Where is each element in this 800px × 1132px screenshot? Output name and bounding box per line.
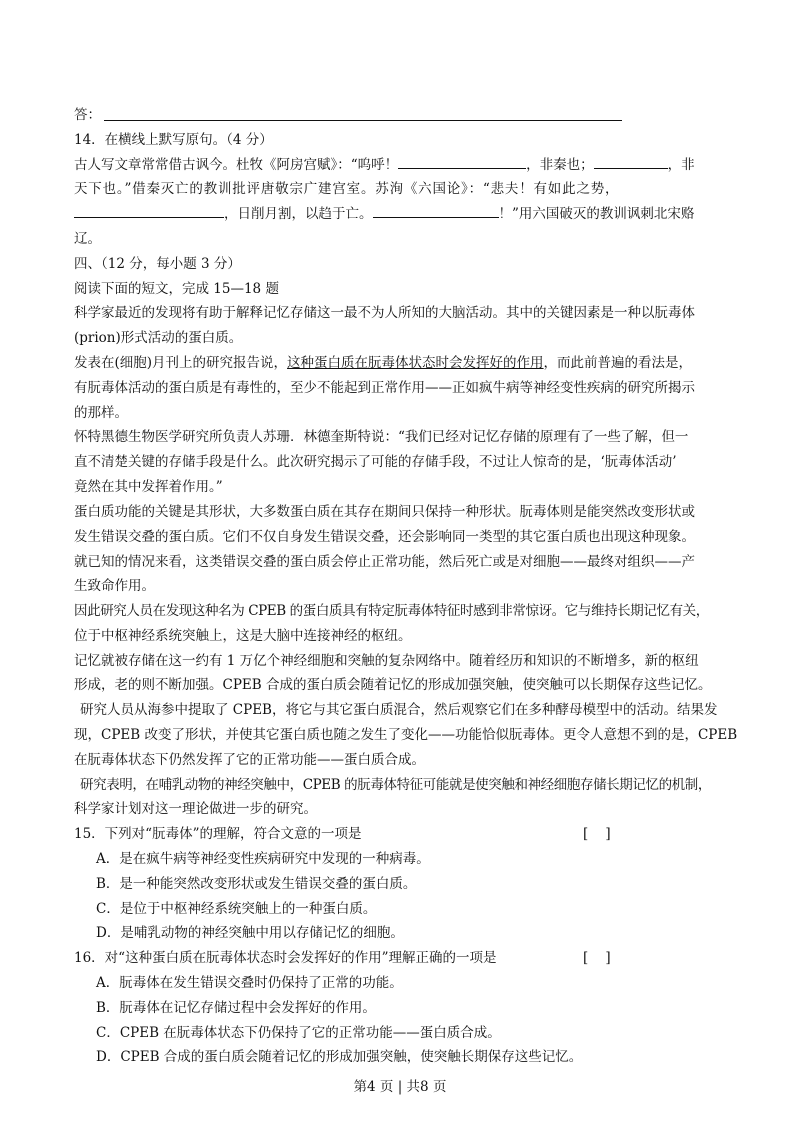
- passage-line: 直不清楚关键的存储手段是什么。此次研究揭示了可能的存储手段，不过让人惊奇的是，‘朊毒体活动’: [74, 454, 677, 470]
- passage-line: 怀特黑德生物医学研究所负责人苏珊．林德奎斯特说：“我们已经对记忆存储的原理有了一些了解，但一: [74, 429, 689, 445]
- passage-line: 发生错误交叠的蛋白质。它们不仅自身发生错误交叠，还会影响同一类型的其它蛋白质也出现这种现象。: [74, 529, 695, 545]
- passage-line: 科学家计划对这一理论做进一步的研究。: [74, 801, 317, 817]
- answer-blank-line[interactable]: [104, 120, 622, 121]
- q16-option-a: A．朊毒体在发生错误交叠时仍保持了正常的功能。: [96, 975, 403, 991]
- page-footer: 第4 页 | 共8 页: [353, 1079, 447, 1095]
- section-title: 四、（12 分，每小题 3 分）: [74, 256, 241, 272]
- passage-line: (prion)形式活动的蛋白质。: [74, 330, 243, 346]
- passage-text: ，而此前普遍的看法是，: [543, 355, 693, 371]
- passage-text: 发表在(细胞)月刊上的研究报告说，: [74, 355, 288, 371]
- passage-line: 就已知的情况来看，这类错误交叠的蛋白质会停止正常功能，然后死亡或是对细胞——最终对组织——产: [74, 554, 695, 570]
- q14-text: 古人写文章常常借古讽今。杜牧《阿房宫赋》：“呜呼！: [74, 157, 399, 173]
- section-instruction: 阅读下面的短文，完成 15—18 题: [74, 281, 279, 297]
- q14-text: ，日削月割，以趋于亡。: [224, 206, 373, 222]
- passage-line: 研究表明，在哺乳动物的神经突触中，CPEB 的朊毒体特征可能就是使突触和神经细胞存储长期记忆的机制，: [80, 777, 711, 793]
- q14-blank-1[interactable]: [398, 154, 526, 169]
- passage-line: 位于中枢神经系统突触上，这是大脑中连接神经的枢纽。: [74, 628, 412, 644]
- q14-blank-3[interactable]: [74, 203, 224, 218]
- q14-line-2: 天下也。”借秦灭亡的教训批评唐敬宗广建宫室。苏洵《六国论》：“悲夫！有如此之势，: [74, 181, 620, 197]
- q15-option-d: D．是哺乳动物的神经突触中用以存储记忆的细胞。: [96, 925, 404, 941]
- q15-stem: 15．下列对“朊毒体”的理解，符合文意的一项是: [74, 826, 362, 842]
- passage-line: 现，CPEB 改变了形状，并使其它蛋白质也随之发生了变化——功能恰似朊毒体。更令人意想不到的是，CPEB: [74, 727, 738, 743]
- q16-option-c: C．CPEB 在朊毒体状态下仍保持了它的正常功能——蛋白质合成。: [96, 1025, 501, 1041]
- passage-line: 的那样。: [74, 405, 128, 421]
- passage-line: 生致命作用。: [74, 578, 155, 594]
- q14-blank-2[interactable]: [594, 154, 668, 169]
- q16-option-d: D．CPEB 合成的蛋白质会随着记忆的形成加强突触，使突触长期保存这些记忆。: [96, 1049, 583, 1065]
- q15-option-c: C．是位于中枢神经系统突触上的一种蛋白质。: [96, 901, 377, 917]
- q15-option-b: B．是一种能突然改变形状或发生错误交叠的蛋白质。: [96, 876, 417, 892]
- q16-answer-bracket[interactable]: [ ]: [583, 950, 611, 966]
- q14-line-1: [74, 153, 734, 177]
- q14-line-4: 辽。: [74, 231, 101, 247]
- passage-line: 在朊毒体状态下仍然发挥了它的正常功能——蛋白质合成。: [74, 752, 425, 768]
- q14-title: 14．在横线上默写原句。（4 分）: [74, 132, 273, 148]
- q15-option-a: A．是在疯牛病等神经变性疾病研究中发现的一种病毒。: [96, 851, 430, 867]
- q16-option-b: B．朊毒体在记忆存储过程中会发挥好的作用。: [96, 1000, 376, 1016]
- q14-text: ，非: [667, 157, 695, 173]
- passage-line: 因此研究人员在发现这种名为 CPEB 的蛋白质具有特定朊毒体特征时感到非常惊讶。它与维持长期记忆有关，: [74, 603, 709, 619]
- q14-line-3: [74, 202, 734, 226]
- passage-line: 科学家最近的发现将有助于解释记忆存储这一最不为人所知的大脑活动。其中的关键因素是一种以朊毒体: [74, 305, 695, 321]
- q14-blank-4[interactable]: [373, 203, 499, 218]
- passage-line: 蛋白质功能的关键是其形状，大多数蛋白质在其存在期间只保持一种形状。朊毒体则是能突然改变形状或: [74, 504, 695, 520]
- answer-label: 答：: [74, 107, 101, 123]
- q14-text: ！”用六国破灭的教训讽刺北宋赂: [498, 206, 695, 222]
- underlined-sentence: 这种蛋白质在朊毒体状态时会发挥好的作用: [287, 355, 544, 371]
- passage-line: 记忆就被存储在这一约有 1 万亿个神经细胞和突触的复杂网络中。随着经历和知识的不断增多，新的枢纽: [74, 653, 699, 669]
- passage-line: 形成，老的则不断加强。CPEB 合成的蛋白质会随着记忆的形成加强突触，使突触可以长期保存这些记忆。: [74, 677, 712, 693]
- q15-answer-bracket[interactable]: [ ]: [583, 826, 611, 842]
- passage-line: 竟然在其中发挥着作用。”: [74, 479, 223, 495]
- passage-line: [74, 351, 734, 375]
- passage-line: 研究人员从海参中提取了 CPEB，将它与其它蛋白质混合，然后观察它们在多种酵母模型中的活动。结果发: [80, 702, 718, 718]
- passage-line: 有朊毒体活动的蛋白质是有毒性的，至少不能起到正常作用——正如疯牛病等神经变性疾病的研究所揭示: [74, 380, 695, 396]
- q16-stem: 16．对“这种蛋白质在朊毒体状态时会发挥好的作用”理解正确的一项是: [74, 950, 497, 966]
- q14-text: ，非秦也；: [526, 157, 594, 173]
